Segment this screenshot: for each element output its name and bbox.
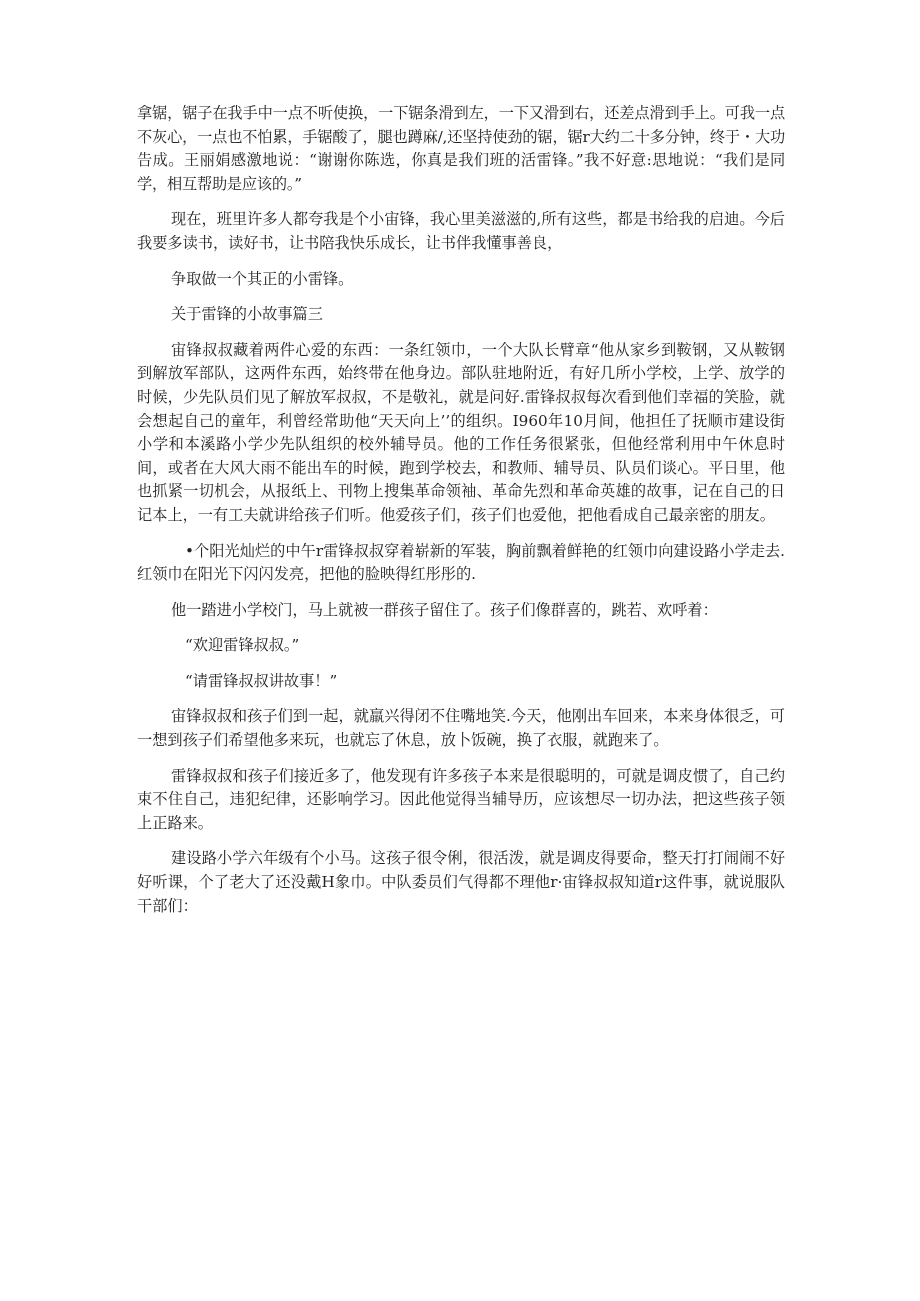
paragraph-9: 建设路小学六年级有个小马。这孩子很令俐，很活泼，就是调皮得要命，整天打打闹闹不好好听课，个了老大了还没戴H象巾。中队委员们气得都不理他r·宙锋叔叔知道r这件事，就说服队干部们： — [137, 849, 785, 915]
section-heading: 关于雷锋的小故事篇三 — [171, 305, 323, 324]
paragraph-2: 现在，班里许多人都夸我是个小宙锋，我心里美滋滋的,所有这些，都是书给我的启迪。今后我要多读书，读好书，让书陪我快乐成长，让书伴我懂事善良， — [137, 210, 785, 252]
paragraph-3: 争取做一个其正的小雷锋。 — [171, 269, 354, 288]
paragraph-8: 雷锋叔叔和孩子们接近多了，他发现有许多孩子本来是很聪明的，可就是调皮惯了，自己约束不住自己，违犯纪律，还影响学习。因此他觉得当辅导历，应该想尽一切办法，把这些孩子领上正路来。 — [137, 766, 785, 832]
paragraph-5: •个阳光灿烂的中午r雷锋叔叔穿着崭新的军装，胸前飘着鲜艳的红领巾向建设路小学走去.红领巾在阳光下闪闪发亮，把他的脸映得红彤彤的. — [137, 541, 785, 584]
quote-1: “欢迎雷锋叔叔。” — [185, 636, 300, 655]
paragraph-7: 宙锋叔叔和孩子们到一起，就羸兴得闭不住嘴地笑.今天，他刚出车回来，本来身体很乏，可一想到孩子们希望他多来玩，也就忘了休息，放卜饭碗，换了衣服，就跑来了。 — [137, 707, 785, 750]
paragraph-1: 拿锯，锯子在我手中一点不听使换，一下锯条滑到左，一下又滑到右，还差点滑到手上。可我一点不灰心，一点也不怕累，手锯酸了，腿也蹲麻/,还坚持使劲的锯，锯r大约二十多分钟，终于・大功告成。王丽娟感激地说：“谢谢你陈选，你真是我们班的活雷锋。”我不好意:思地说：“我们是同学，相互帮助是应该的。” — [137, 104, 785, 193]
paragraph-6: 他一踏进小学校门，马上就被一群孩子留住了。孩子们像群喜的，跳若、欢呼着： — [171, 600, 718, 619]
paragraph-4: 宙锋叔叔藏着两件心爱的东西：一条红领巾，一个大队长臂章“他从家乡到鞍钢，又从鞍钢到解放军部队，这两件东西，始终带在他身边。部队驻地附近，有好几所小学校，上学、放学的时候，少先队员们见了解放军叔叔，不是敬礼，就是问好.雷锋叔叔每次看到他们幸福的笑脸，就会想起自己的童年，利曾经常助他“天天向上’’的组织。I960年10月间，他担任了抚顺市建设街小学和本溪路小学少先队组织的校外辅导员。他的工作任务很紧张，但他经常利用中午休息时间，或者在大风大雨不能出车的时候，跑到学校去，和教师、辅导员、队员们谈心。平日里，他也抓紧一切机会，从报纸上、刊物上搜集革命领袖、革命先烈和革命英雄的故事，记在自己的日记本上，一有工夫就讲给孩子们听。他爱孩子们，孩子们也爱他，把他看成自己最亲密的朋友。 — [137, 340, 785, 524]
document-page — [137, 102, 785, 918]
quote-2: “请雷锋叔叔讲故事！” — [185, 671, 338, 690]
